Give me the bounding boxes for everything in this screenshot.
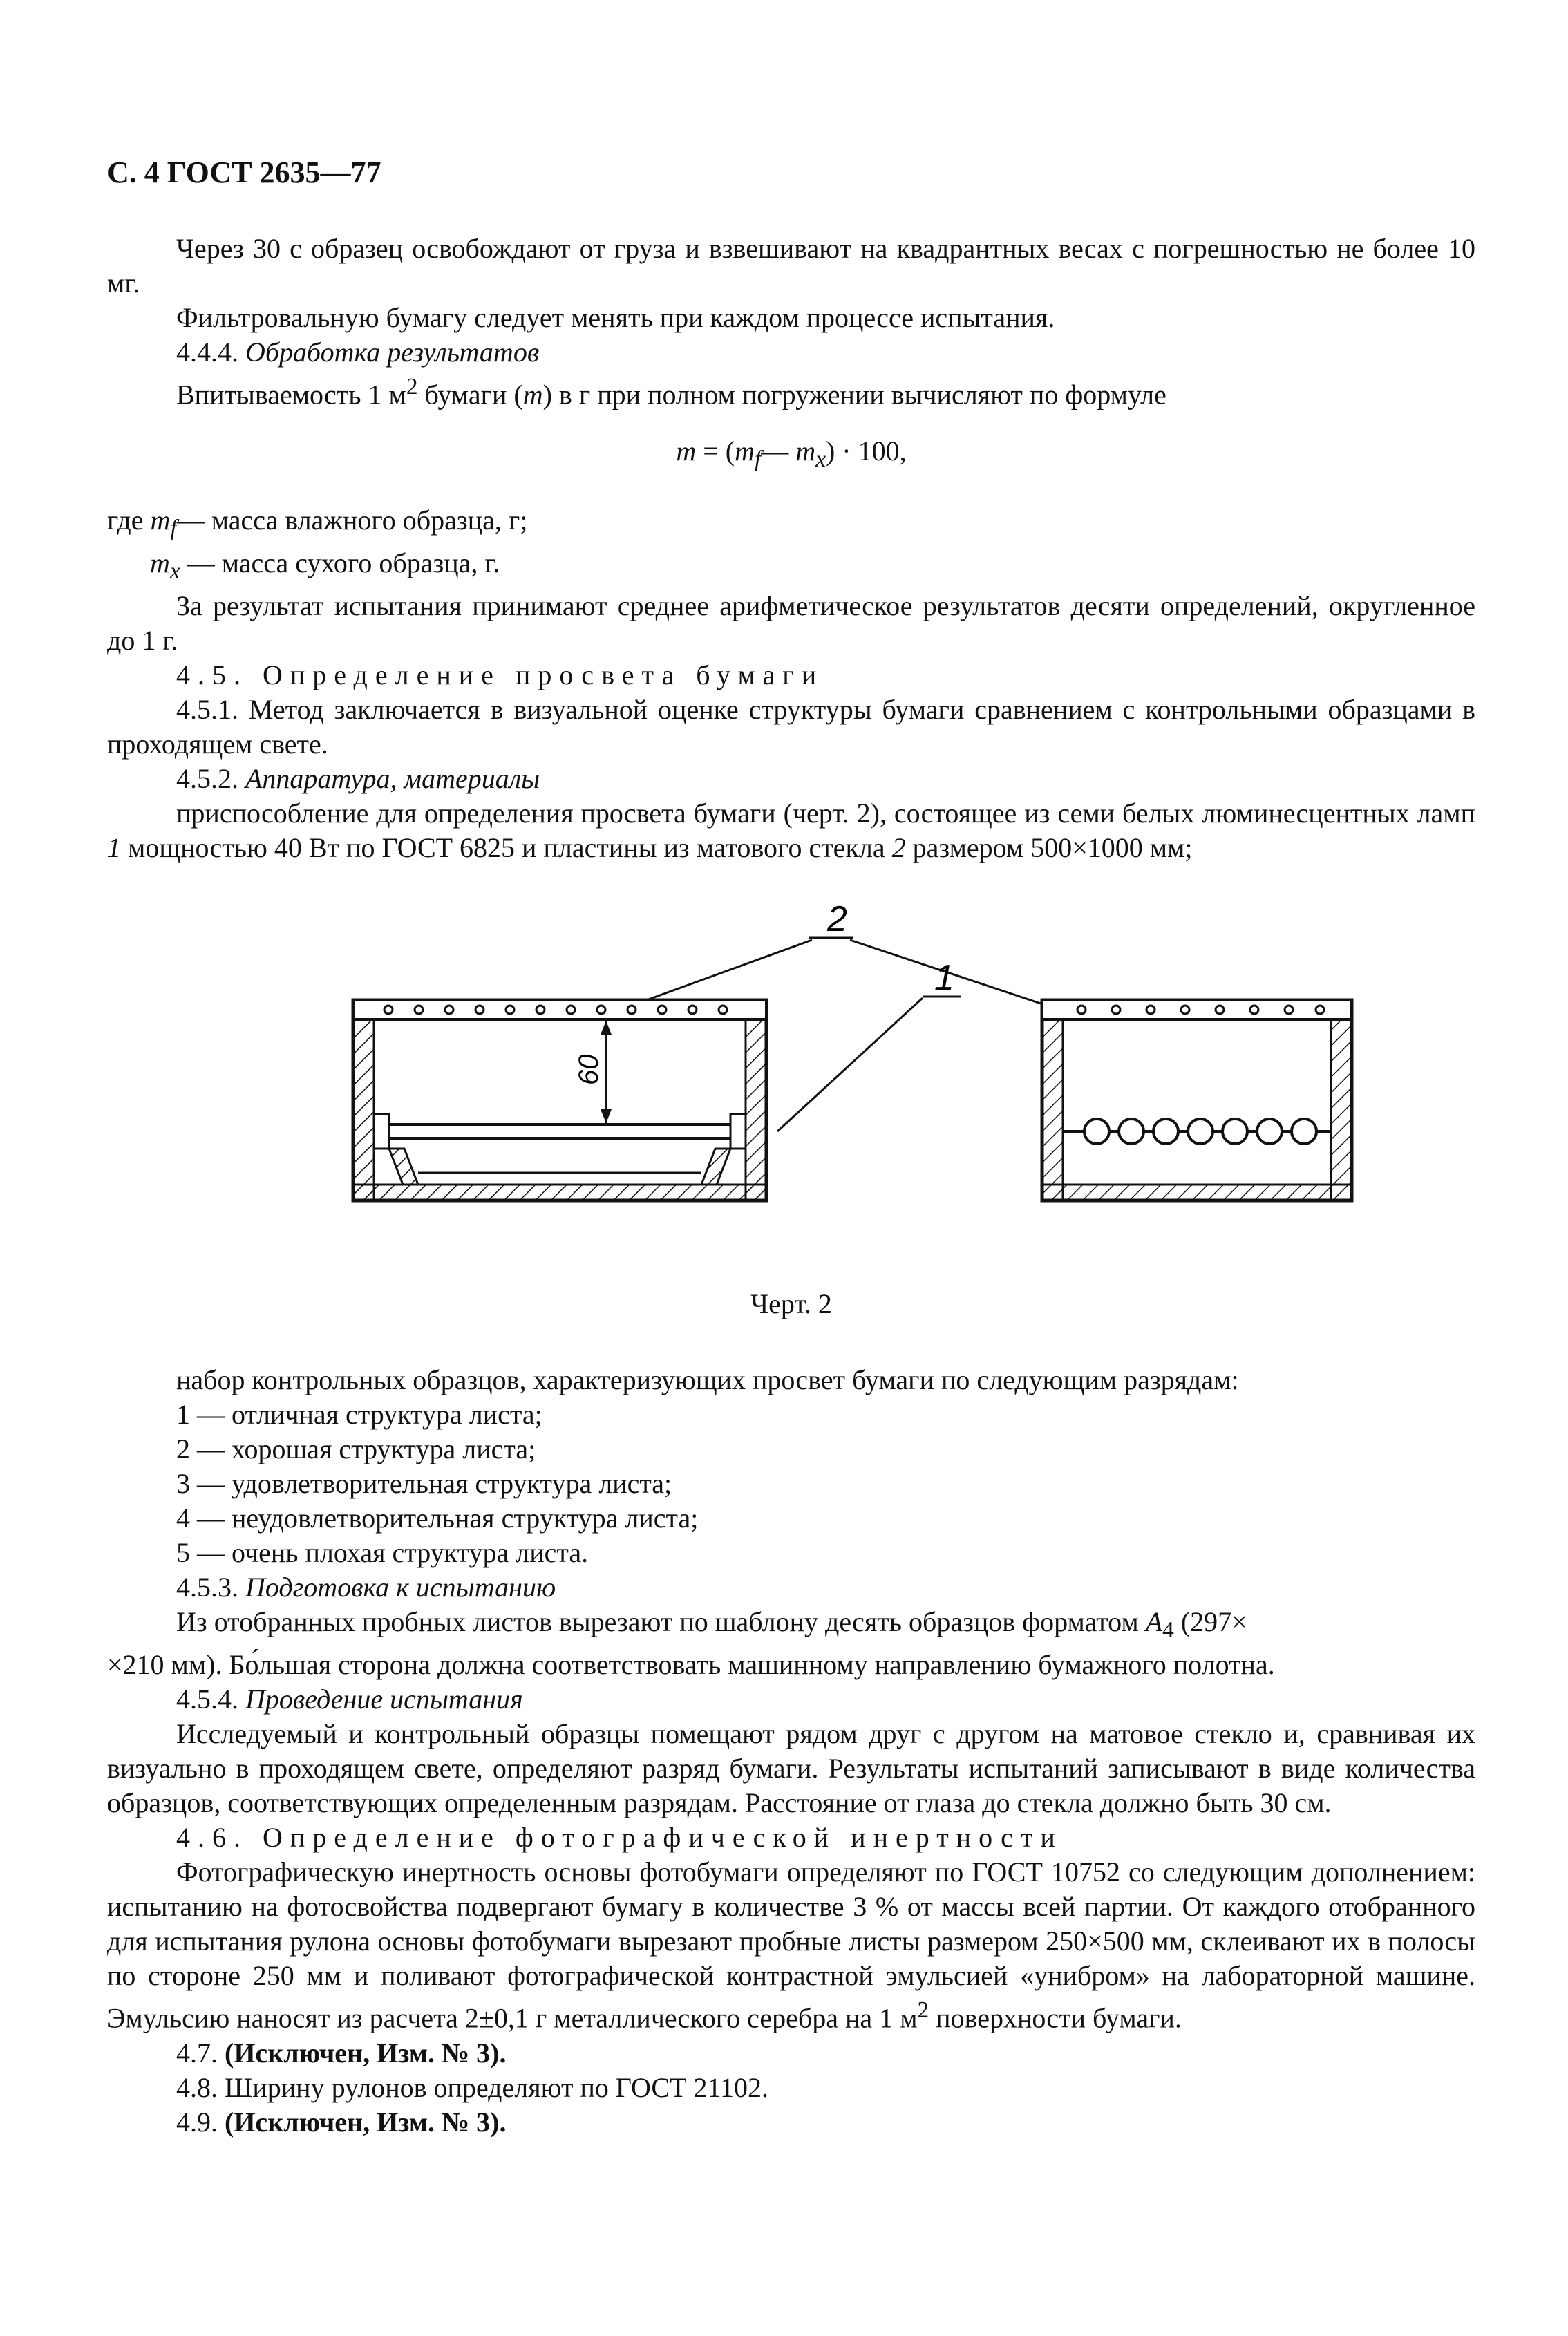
paragraph-preparation-cont: ×210 мм). Бо́льшая сторона должна соответствовать машинному направлению бумажного полотна. — [107, 1649, 1275, 1681]
where-line-mf: где $m_f—$ масса влажного образца, г; — [107, 505, 528, 542]
paragraph-control-set: набор контрольных образцов, характеризующих просвет бумаги по следующим разрядам: — [176, 1364, 1239, 1396]
box-left — [353, 1000, 766, 1200]
figure-caption: Черт. 2 — [750, 1288, 832, 1320]
paragraph-result: За результат испытания принимают среднее арифметическое результатов десяти определений, округленное до 1 г. — [107, 590, 1475, 657]
grade-item: 5 — очень плохая структура листа. — [176, 1537, 589, 1569]
section-4-5-2: 4.5.2. Аппаратура, материалы — [176, 763, 540, 795]
where-line-mx: $m_x$ — масса сухого образца, г. — [150, 547, 500, 585]
section-4-8: 4.8. Ширину рулонов определяют по ГОСТ 21102. — [176, 2071, 769, 2103]
section-4-7: 4.7. (Исключен, Изм. № 3). — [176, 2037, 507, 2069]
paragraph-preparation: Из отобранных пробных листов вырезают по шаблону десять образцов форматом $A_4$ (297× — [176, 1606, 1247, 1643]
label-2: 2 — [827, 899, 847, 940]
paragraph-photo-inertness: Фотографическую инертность основы фотобумаги определяют по ГОСТ 10752 со следующим дополнением: испытанию на фотосвойства подвергают бумагу в количестве 3 % от массы всей партии. От каждого отобранного для испытания рулона основы фотобумаги вырезают пробные листы размером 250×500 мм, склеивают их в полосы по стороне 250 мм и поливают фотографической контрастной эмульсией «унибром» на лабораторной машине. Эмульсию наносят из расчета 2±0,1 г металлического серебра на 1 $м^2$ поверхности бумаги. — [107, 1856, 1475, 2034]
figure-2-apparatus — [107, 893, 1475, 1280]
section-title: Обработка результатов — [245, 337, 540, 368]
section-number: 4.4.4. — [176, 337, 238, 368]
paragraph-testing: Исследуемый и контрольный образцы помещают рядом друг с другом на матовое стекло и, сравнивая их визуально в проходящем свете, определяют разряд бумаги. Результаты испытаний записывают в виде количества образцов, соответствующих определенным разрядам. Расстояние от глаза до стекла должно быть 30 см. — [107, 1718, 1475, 1819]
formula: $m = (m_f—$ $m_x) \cdot 100$, — [676, 435, 907, 473]
paragraph-filter-paper: Фильтровальную бумагу следует менять при каждом процессе испытания. — [176, 302, 1055, 333]
section-4-9: 4.9. (Исключен, Изм. № 3). — [176, 2106, 507, 2138]
section-4-5-4: 4.5.4. Проведение испытания — [176, 1684, 523, 1715]
label-1: 1 — [934, 958, 954, 999]
grade-item: 1 — отличная структура листа; — [176, 1399, 542, 1431]
grade-item: 2 — хорошая структура листа; — [176, 1433, 536, 1465]
section-4-5-3: 4.5.3. Подготовка к испытанию — [176, 1572, 556, 1603]
leader-line-1 — [777, 998, 923, 1131]
section-4-5-heading: 4.5. Определение просвета бумаги — [176, 659, 824, 691]
page-header: С. 4 ГОСТ 2635—77 — [107, 156, 381, 189]
paragraph-apparatus: приспособление для определения просвета бумаги (черт. 2), состоящее из семи белых люминесцентных ламп 1 мощностью 40 Вт по ГОСТ 6825 и пластины из матового стекла 2 размером 500×1000 мм; — [107, 798, 1475, 864]
paragraph-4-5-1: 4.5.1. Метод заключается в визуальной оценке структуры бумаги сравнением с контрольными образцами в проходящем свете. — [107, 694, 1475, 760]
section-4-6-heading: 4.6. Определение фотографической инертности — [176, 1822, 1063, 1854]
grade-item: 4 — неудовлетворительная структура листа; — [176, 1503, 699, 1534]
paragraph-weighing: Через 30 с образец освобождают от груза и взвешивают на квадрантных весах с погрешностью не более 10 мг. — [107, 233, 1475, 299]
section-4-4-4 — [107, 335, 1475, 370]
dimension-60: 60 — [574, 1054, 604, 1086]
paragraph-absorbency: Впитываемость 1 $м^2$ бумаги (m) в г при полном погружении вычисляют по формуле — [176, 374, 1166, 411]
box-right — [1042, 1000, 1352, 1200]
document-page — [107, 156, 1475, 2140]
grade-item: 3 — удовлетворительная структура листа; — [176, 1468, 672, 1500]
apparatus-drawing — [107, 893, 1475, 1280]
